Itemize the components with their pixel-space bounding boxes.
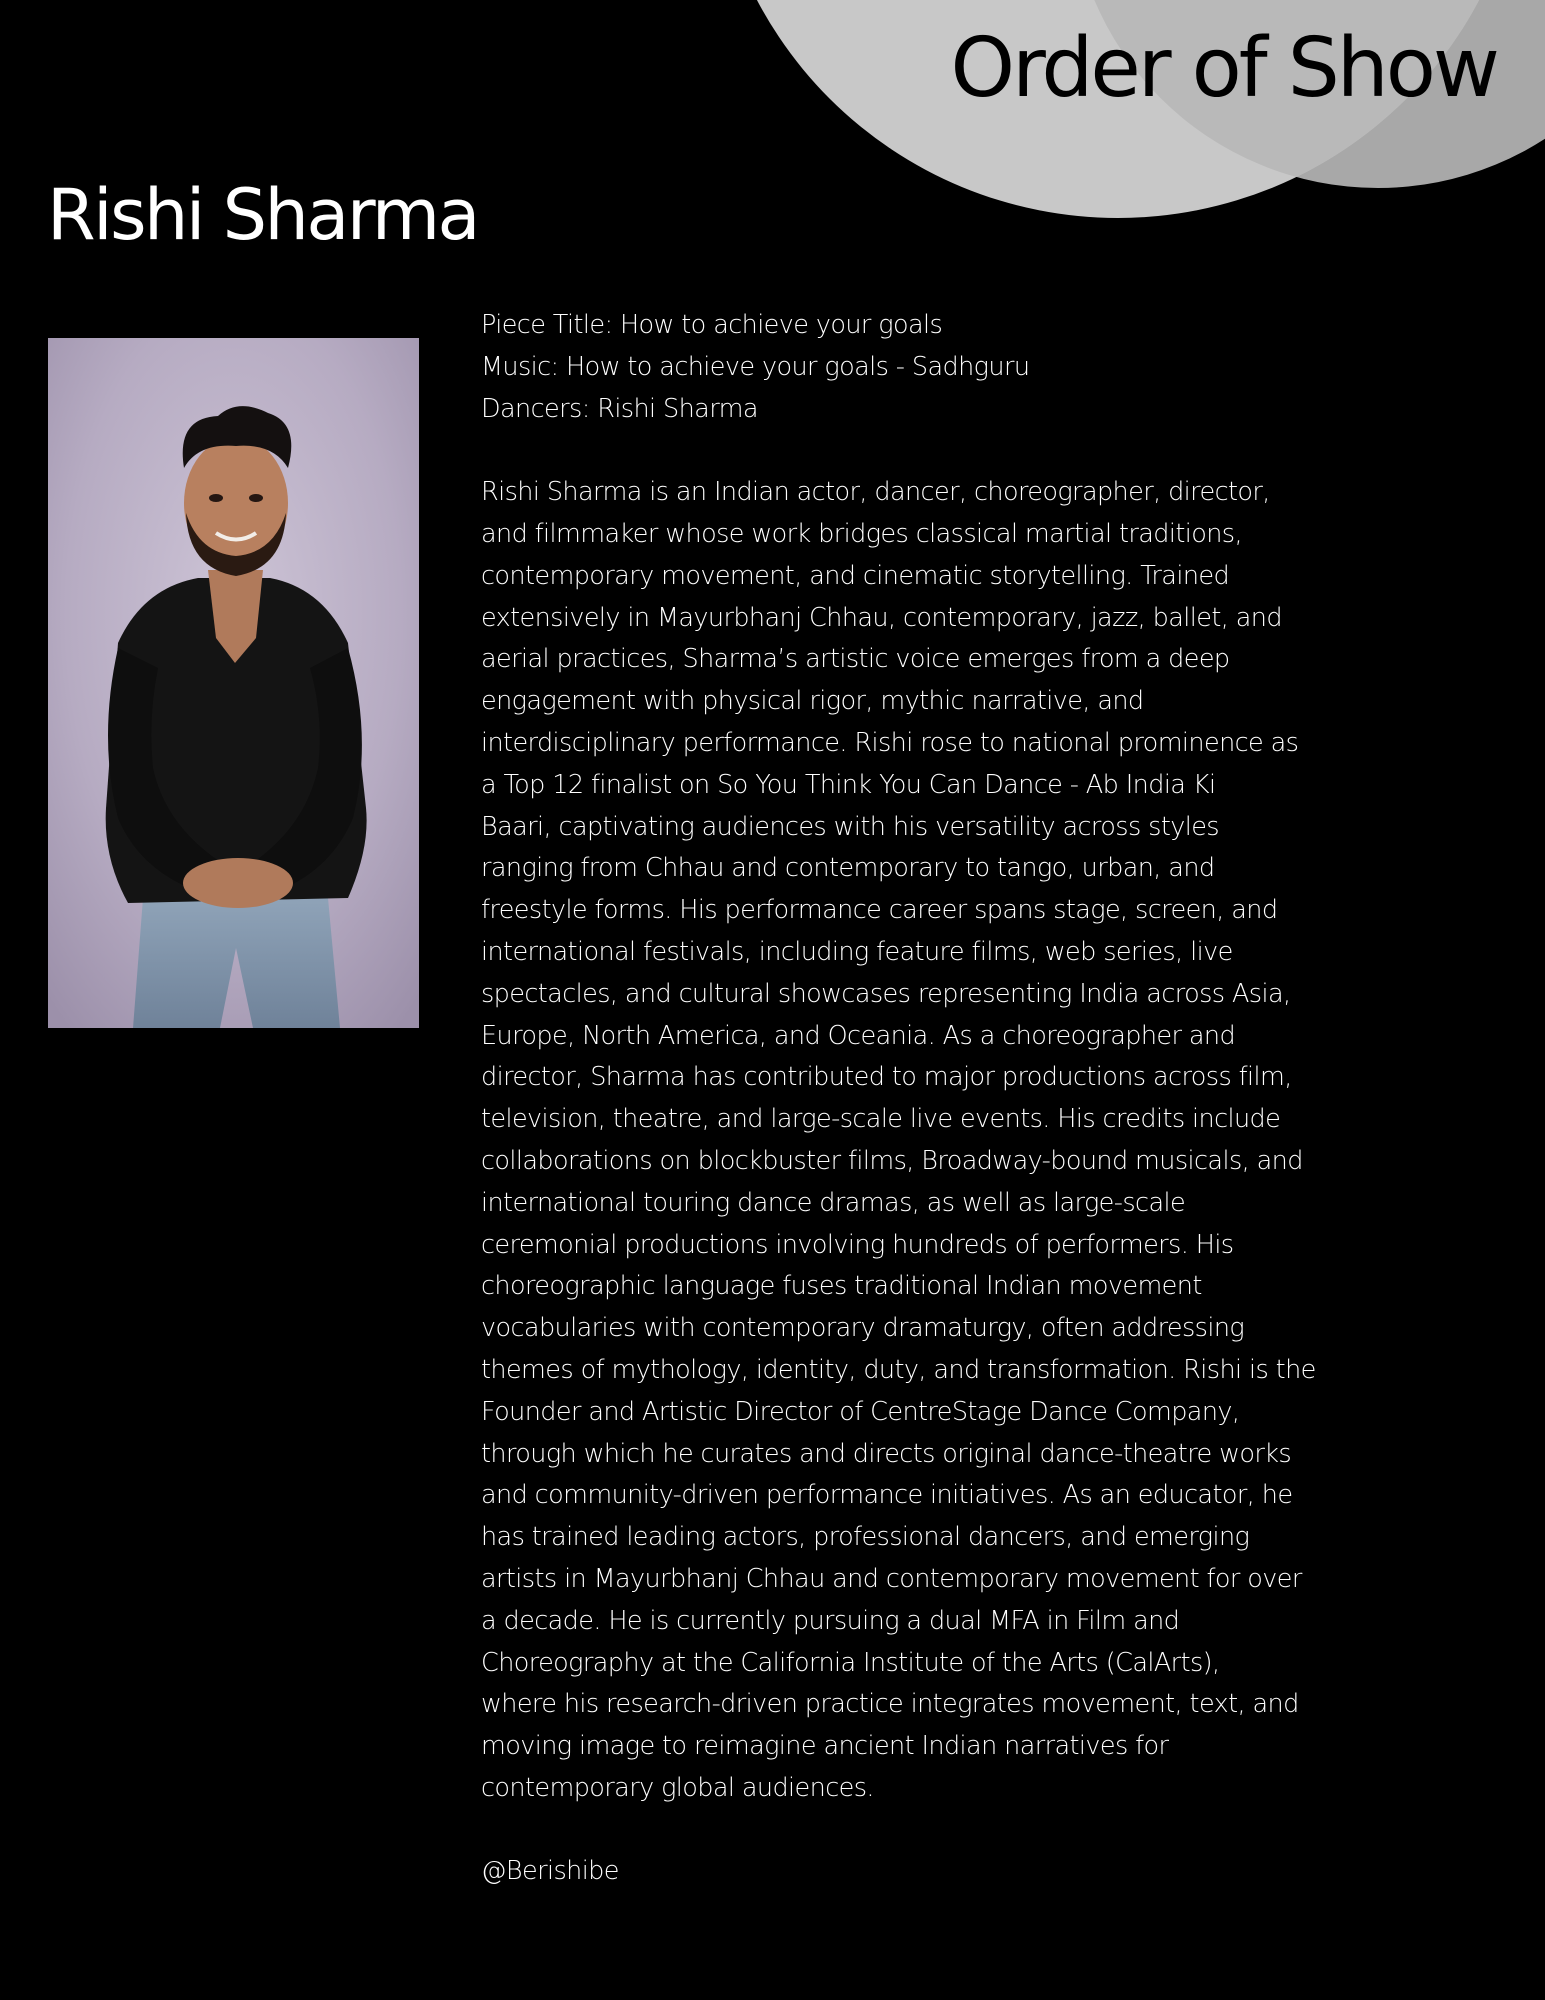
bio-line: a Top 12 finalist on So You Think You Can Dance - Ab India Ki [481,769,1216,800]
performer-portrait [48,338,419,1028]
bio-line: a decade. He is currently pursuing a dual MFA in Film and [481,1605,1180,1636]
bio-line: where his research-driven practice integrates movement, text, and [481,1689,1299,1720]
bio-line: interdisciplinary performance. Rishi rose to national prominence as [481,727,1299,758]
bio-line: choreographic language fuses traditional Indian movement [481,1271,1202,1302]
bio-line: international touring dance dramas, as well as large-scale [481,1187,1186,1218]
bio-line: Choreography at the California Institute of the Arts (CalArts), [481,1647,1220,1678]
bio-line: international festivals, including feature films, web series, live [481,936,1233,967]
bio-line: extensively in Mayurbhanj Chhau, contemporary, jazz, ballet, and [481,602,1282,633]
bio-line: Rishi Sharma is an Indian actor, dancer, choreographer, director, [481,477,1270,508]
bio-line: ranging from Chhau and contemporary to tango, urban, and [481,853,1215,884]
performer-name: Rishi Sharma [47,174,478,256]
piece-music: Music: How to achieve your goals - Sadhguru [481,351,1030,382]
bio-line: aerial practices, Sharma’s artistic voice emerges from a deep [481,644,1230,675]
piece-dancers: Dancers: Rishi Sharma [481,393,758,424]
social-handle[interactable]: @Berishibe [481,1856,619,1887]
bio-line: director, Sharma has contributed to major productions across film, [481,1062,1292,1093]
bio-line: collaborations on blockbuster films, Broadway-bound musicals, and [481,1145,1303,1176]
bio-line: and filmmaker whose work bridges classical martial traditions, [481,518,1242,549]
piece-info [481,305,1361,1893]
bio-line: and community-driven performance initiatives. As an educator, he [481,1480,1293,1511]
bio-line: contemporary global audiences. [481,1772,874,1803]
bio-line: has trained leading actors, professional dancers, and emerging [481,1522,1250,1553]
bio-line: moving image to reimagine ancient Indian narratives for [481,1731,1169,1762]
bio-line: spectacles, and cultural showcases representing India across Asia, [481,978,1291,1009]
spacer [481,430,1361,472]
spacer [481,1810,1361,1852]
bio-line: Europe, North America, and Oceania. As a choreographer and [481,1020,1236,1051]
bio-line: contemporary movement, and cinematic storytelling. Trained [481,560,1230,591]
bio-line: television, theatre, and large-scale live events. His credits include [481,1104,1281,1135]
page-header-title: Order of Show [950,21,1497,116]
piece-title: Piece Title: How to achieve your goals [481,310,943,340]
bio-line: themes of mythology, identity, duty, and transformation. Rishi is the [481,1354,1316,1385]
bio-line: Founder and Artistic Director of CentreStage Dance Company, [481,1396,1240,1427]
bio-line: Baari, captivating audiences with his versatility across styles [481,811,1219,842]
bio-line: engagement with physical rigor, mythic narrative, and [481,686,1144,717]
bio-line: vocabularies with contemporary dramaturgy, often addressing [481,1313,1245,1344]
bio-line: ceremonial productions involving hundreds of performers. His [481,1229,1234,1260]
bio-line: through which he curates and directs original dance-theatre works [481,1438,1292,1469]
performer-portrait-photo [48,338,419,1028]
bio-line: artists in Mayurbhanj Chhau and contemporary movement for over [481,1563,1302,1594]
bio-line: freestyle forms. His performance career spans stage, screen, and [481,895,1278,926]
